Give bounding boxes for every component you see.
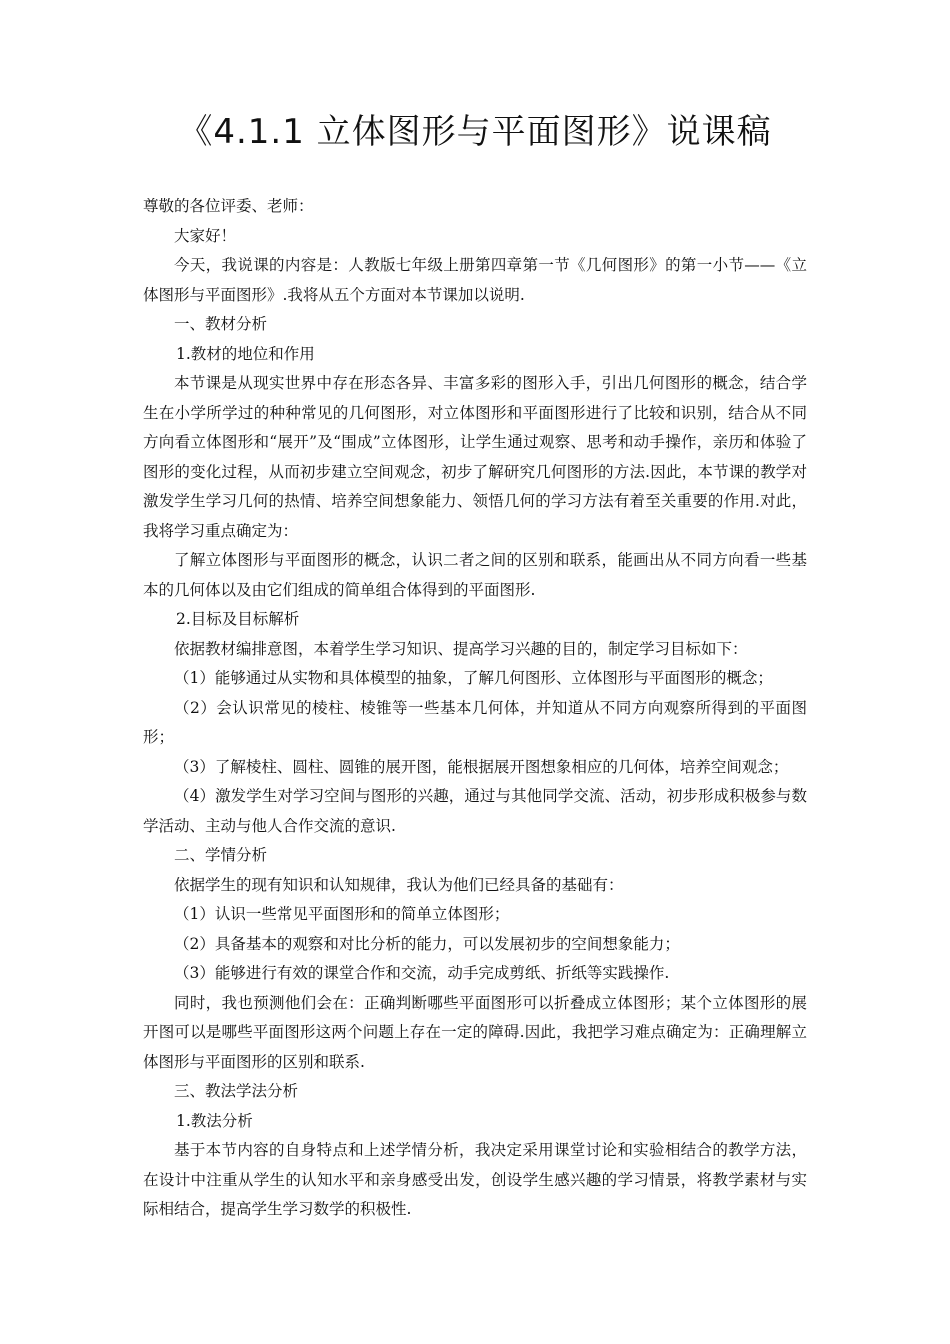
- subsection-heading-teaching-method-analysis: 1.教法分析: [176, 1111, 253, 1130]
- section-heading-teaching-methods: 三、教法学法分析: [174, 1082, 299, 1100]
- foundation-item: （3）能够进行有效的课堂合作和交流，动手完成剪纸、折纸等实践操作.: [174, 964, 670, 982]
- section-heading-learner-analysis: 二、学情分析: [174, 846, 268, 864]
- body-paragraph: 了解立体图形与平面图形的概念，认识二者之间的区别和联系，能画出从不同方向看一些基本的几何体以及由它们组成的简单组合体得到的平面图形.: [143, 551, 807, 599]
- subsection-heading-status-and-role: 1.教材的地位和作用: [176, 344, 315, 363]
- greeting: 大家好！: [174, 226, 237, 245]
- objective-item: （4）激发学生对学习空间与图形的兴趣，通过与其他同学交流、活动，初步形成积极参与数学活动、主动与他人合作交流的意识.: [143, 787, 807, 835]
- objective-item: （2）会认识常见的棱柱、棱锥等一些基本几何体，并知道从不同方向观察所得到的平面图形；: [143, 698, 807, 746]
- objective-item: （3）了解棱柱、圆柱、圆锥的展开图，能根据展开图想象相应的几何体，培养空间观念；: [174, 757, 789, 776]
- intro-paragraph: 今天，我说课的内容是：人教版七年级上册第四章第一节《几何图形》的第一小节——《立体图形与平面图形》.我将从五个方面对本节课加以说明.: [143, 256, 807, 304]
- body-paragraph: 本节课是从现实世界中存在形态各异、丰富多彩的图形入手，引出几何图形的概念，结合学生在小学所学过的种种常见的几何图形，对立体图形和平面图形进行了比较和识别，结合从不同方向看立体图形和“展开”及“围成”立体图形，让学生通过观察、思考和动手操作，亲历和体验了图形的变化过程，从而初步建立空间观念，初步了解研究几何图形的方法.因此，本节课的教学对激发学生学习几何的热情、培养空间想象能力、领悟几何的学习方法有着至关重要的作用.对此，我将学习重点确定为：: [143, 374, 807, 540]
- body-paragraph: 依据教材编排意图，本着学生学习知识、提高学习兴趣的目的，制定学习目标如下：: [174, 639, 748, 658]
- body-paragraph: 依据学生的现有知识和认知规律，我认为他们已经具备的基础有：: [174, 875, 624, 894]
- objective-item: （1）能够通过从实物和具体模型的抽象，了解几何图形、立体图形与平面图形的概念；: [174, 669, 773, 687]
- body-paragraph: 基于本节内容的自身特点和上述学情分析，我决定采用课堂讨论和实验相结合的教学方法，在设计中注重从学生的认知水平和亲身感受出发，创设学生感兴趣的学习情景，将教学素材与实际相结合，提高学生学习数学的积极性.: [143, 1141, 807, 1218]
- document-title: 《4.1.1 立体图形与平面图形》说课稿: [178, 112, 772, 152]
- body-paragraph: 同时，我也预测他们会在：正确判断哪些平面图形可以折叠成立体图形；某个立体图形的展开图可以是哪些平面图形这两个问题上存在一定的障碍.因此，我把学习难点确定为：正确理解立体图形与平面图形的区别和联系.: [143, 993, 807, 1071]
- foundation-item: （1）认识一些常见平面图形和的简单立体图形；: [174, 905, 510, 923]
- salutation: 尊敬的各位评委、老师：: [143, 197, 314, 215]
- foundation-item: （2）具备基本的观察和对比分析的能力，可以发展初步的空间想象能力；: [174, 934, 680, 953]
- subsection-heading-objectives: 2.目标及目标解析: [176, 610, 300, 628]
- section-heading-textbook-analysis: 一、教材分析: [174, 315, 268, 333]
- document-body: [143, 192, 807, 1225]
